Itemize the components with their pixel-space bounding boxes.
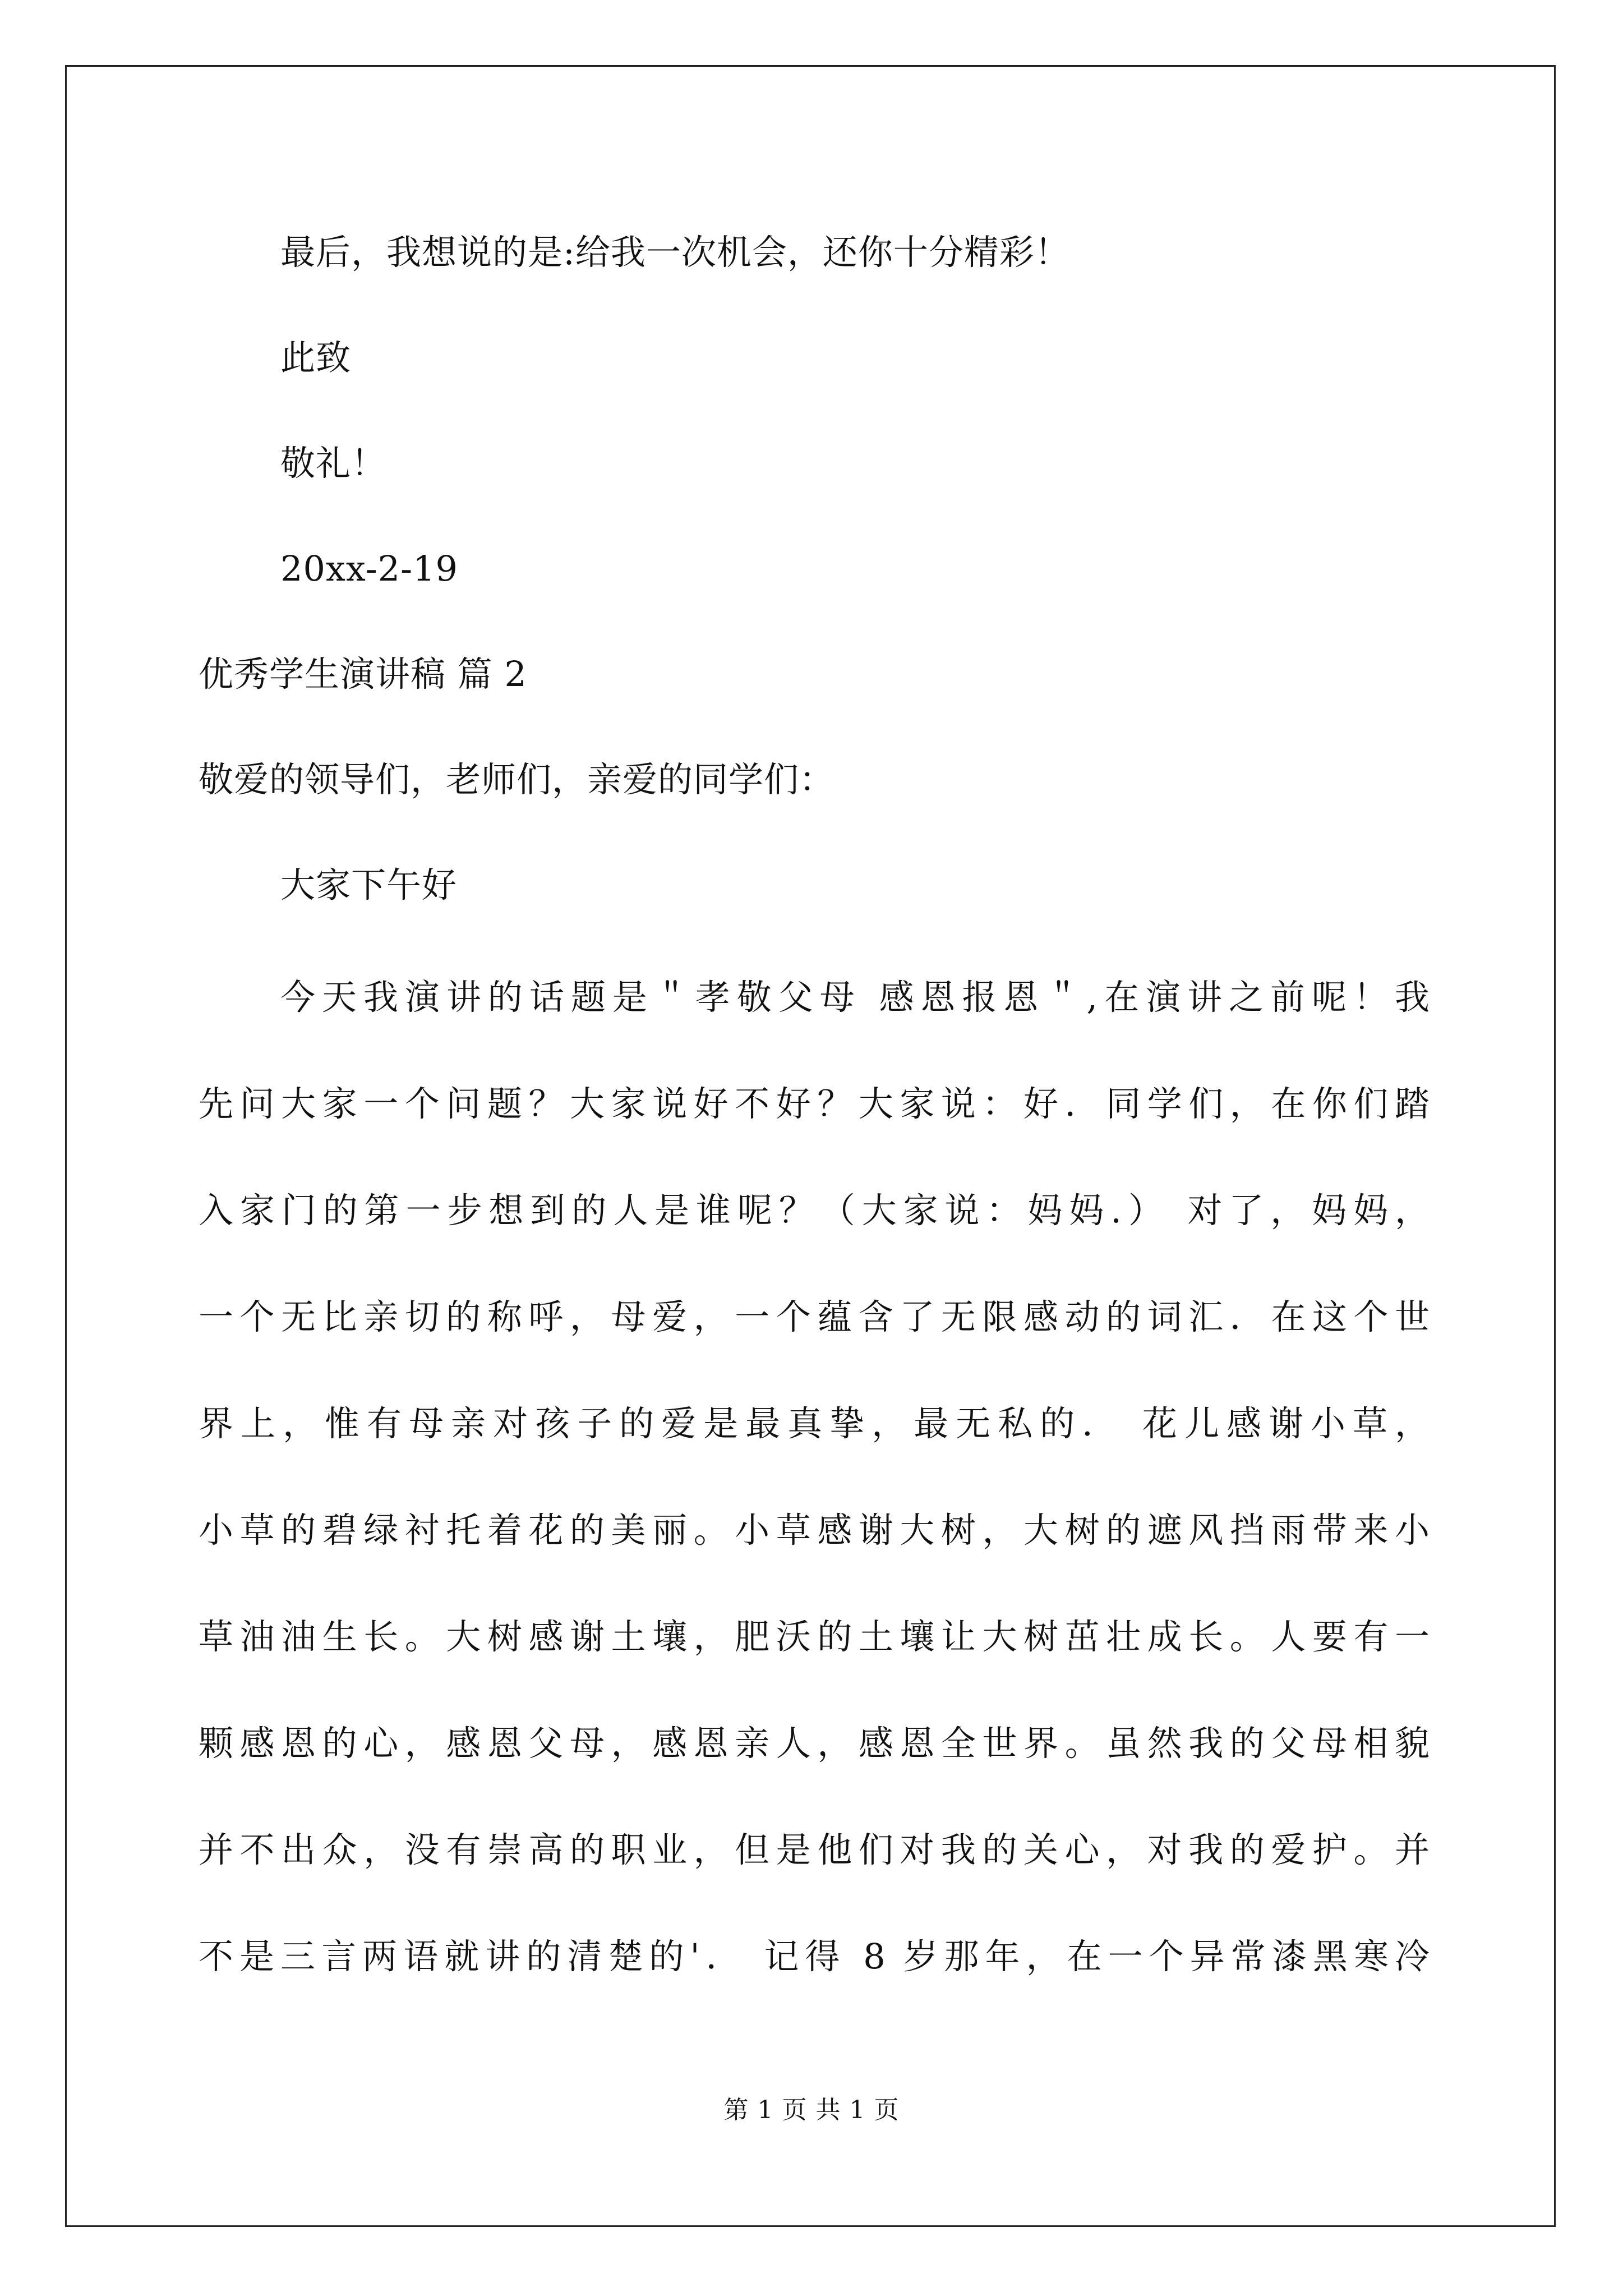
paragraph-line: 不是三言两语就讲的清楚的'． 记得 8 岁那年，在一个异常漆黑寒冷 bbox=[199, 1936, 1430, 1977]
page-footer: 第 1 页 共 1 页 bbox=[723, 2096, 900, 2124]
greeting: 敬爱的领导们，老师们，亲爱的同学们： bbox=[199, 759, 835, 800]
closing-date: 20xx-2-19 bbox=[280, 548, 458, 589]
paragraph-line: 入家门的第一步想到的人是谁呢？（大家说：妈妈.） 对了，妈妈， bbox=[199, 1190, 1430, 1231]
closing-last-words: 最后，我想说的是:给我一次机会，还你十分精彩！ bbox=[280, 232, 1070, 273]
paragraph-line: 草油油生长。大树感谢土壤，肥沃的土壤让大树茁壮成长。人要有一 bbox=[199, 1616, 1430, 1657]
paragraph-line: 一个无比亲切的称呼，母爱，一个蕴含了无限感动的词汇．在这个世 bbox=[199, 1296, 1430, 1337]
section-title: 优秀学生演讲稿 篇 2 bbox=[199, 654, 527, 694]
page-border bbox=[65, 65, 1556, 2227]
paragraph-line: 并不出众，没有崇高的职业，但是他们对我的关心，对我的爱护。并 bbox=[199, 1829, 1430, 1870]
opening-line: 大家下午好 bbox=[280, 864, 458, 905]
paragraph-line: 颗感恩的心，感恩父母，感恩亲人，感恩全世界。虽然我的父母相貌 bbox=[199, 1723, 1430, 1764]
paragraph-line: 今天我演讲的话题是＂孝敬父母 感恩报恩＂,在演讲之前呢！我 bbox=[280, 977, 1430, 1018]
paragraph-line: 先问大家一个问题？大家说好不好？大家说：好．同学们，在你们踏 bbox=[199, 1083, 1430, 1124]
paragraph-line: 界上，惟有母亲对孩子的爱是最真挚，最无私的． 花儿感谢小草， bbox=[199, 1403, 1430, 1444]
paragraph-line: 小草的碧绿衬托着花的美丽。小草感谢大树，大树的遮风挡雨带来小 bbox=[199, 1510, 1430, 1550]
closing-salutation-1: 此致 bbox=[280, 337, 352, 378]
closing-salutation-2: 敬礼！ bbox=[280, 443, 387, 484]
